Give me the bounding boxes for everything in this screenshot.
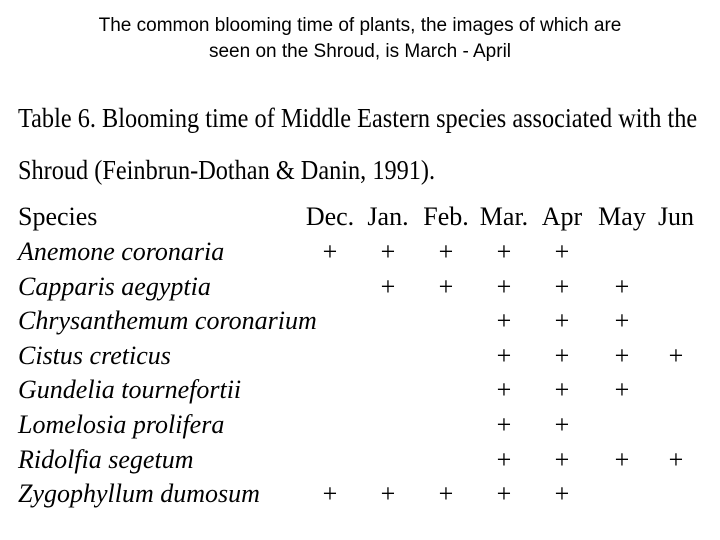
- species-name: Ridolfia segetum: [18, 444, 194, 474]
- month-column-header: Mar.: [479, 202, 529, 231]
- bloom-mark: +: [496, 444, 512, 474]
- bloom-mark: +: [554, 306, 570, 336]
- bloom-mark: +: [322, 237, 338, 266]
- bloom-mark: +: [496, 306, 512, 336]
- bloom-mark: +: [554, 410, 570, 439]
- bloom-mark: +: [438, 237, 454, 266]
- bloom-mark: +: [614, 271, 630, 301]
- bloom-mark: +: [496, 410, 512, 439]
- bloom-mark: +: [322, 479, 338, 509]
- bloom-mark: +: [554, 237, 570, 266]
- bloom-mark: +: [438, 271, 454, 301]
- month-column-header: Jan.: [367, 202, 409, 231]
- species-column-header: Species: [18, 202, 98, 231]
- species-name: Lomelosia prolifera: [18, 410, 225, 439]
- bloom-mark: +: [496, 340, 512, 370]
- bloom-mark: +: [554, 271, 570, 301]
- slide-title-line-2: seen on the Shroud, is March - April: [208, 41, 512, 62]
- species-name: Gundelia tournefortii: [18, 375, 242, 405]
- species-name: Anemone coronaria: [18, 237, 225, 266]
- month-column-header: Jun: [657, 202, 695, 231]
- species-name: Cistus creticus: [18, 340, 171, 370]
- species-name: Zygophyllum dumosum: [18, 479, 260, 509]
- bloom-mark: +: [614, 444, 630, 474]
- bloom-mark: +: [614, 375, 630, 405]
- bloom-mark: +: [496, 479, 512, 509]
- month-column-header: Feb.: [423, 202, 469, 231]
- bloom-mark: +: [496, 375, 512, 405]
- bloom-mark: +: [380, 237, 396, 266]
- month-column-header: May: [598, 202, 646, 231]
- table-caption-line-1: Table 6. Blooming time of Middle Eastern species associated with the: [18, 103, 698, 133]
- table-caption-line-2: Shroud (Feinbrun-Dothan & Danin, 1991).: [18, 155, 436, 185]
- bloom-mark: +: [380, 271, 396, 301]
- bloom-mark: +: [554, 444, 570, 474]
- bloom-mark: +: [554, 479, 570, 509]
- bloom-mark: +: [554, 340, 570, 370]
- bloom-mark: +: [554, 375, 570, 405]
- bloom-mark: +: [668, 340, 684, 370]
- month-column-header: Dec.: [305, 202, 355, 231]
- bloom-mark: +: [668, 444, 684, 474]
- bloom-mark: +: [438, 479, 454, 509]
- species-name: Capparis aegyptia: [18, 271, 211, 301]
- bloom-mark: +: [380, 479, 396, 509]
- bloom-mark: +: [614, 340, 630, 370]
- bloom-mark: +: [496, 271, 512, 301]
- bloom-mark: +: [614, 306, 630, 336]
- slide-title-line-1: The common blooming time of plants, the images of which are: [98, 15, 622, 36]
- month-column-header: Apr: [541, 202, 583, 231]
- bloom-mark: +: [496, 237, 512, 266]
- species-name: Chrysanthemum coronarium: [18, 306, 317, 336]
